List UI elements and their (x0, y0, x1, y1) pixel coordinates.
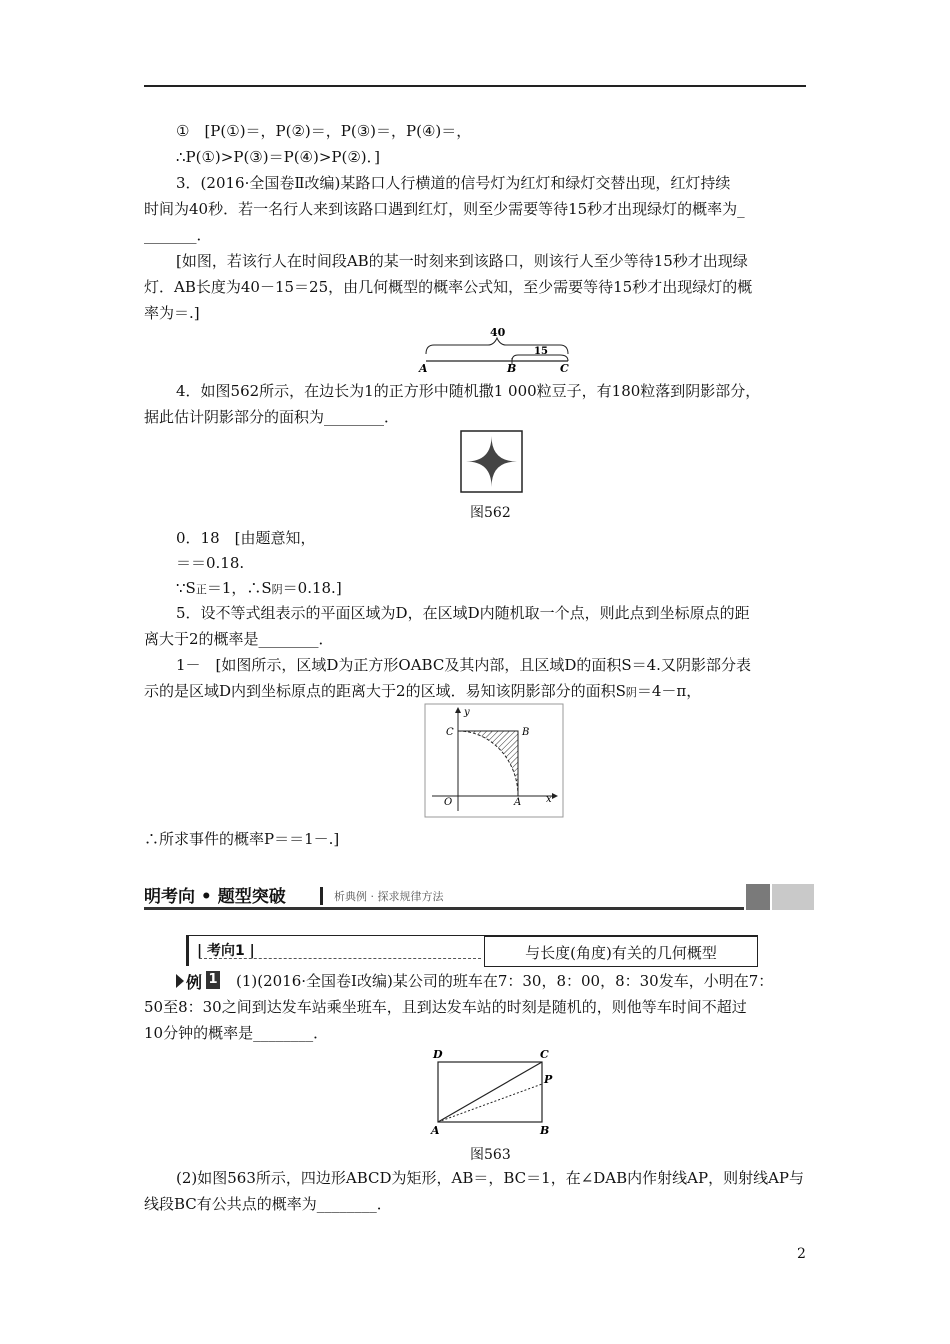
answer-3-line-3: 率为＝.] (144, 304, 200, 322)
answer-4-text-mid: ＝1，∴S (206, 579, 272, 597)
answer-4-s-symbol: ∵S (176, 579, 196, 597)
answer-5-text-end: ＝4－π， (636, 682, 702, 700)
kaoxiang-box (186, 935, 758, 966)
region-point-o: O (444, 797, 453, 808)
kaoxiang-title-box (484, 936, 758, 967)
figure-562-caption: 图562 (470, 505, 511, 521)
example-1-part2-line-2: 线段BC有公共点的概率为________． (144, 1195, 392, 1213)
region-figure (424, 703, 564, 819)
kaoxiang-dashline (199, 958, 481, 959)
example-label: 例 (186, 973, 203, 992)
timeline-point-c: C (560, 362, 569, 372)
answer-5-line-3: ∴所求事件的概率P＝＝1－.] (144, 830, 340, 848)
answer-4-subscript-shaded: 阴 (271, 583, 283, 596)
kaoxiang-left (186, 936, 485, 966)
timeline-point-a: A (419, 362, 428, 372)
timeline-point-b: B (507, 362, 517, 372)
example-arrow-icon (176, 974, 184, 988)
section-block-light (772, 884, 814, 910)
answer-3-line-1: [如图，若该行人在时间段AB的某一时刻来到该路口，则该行人至少等待15秒才出现绿 (176, 252, 748, 270)
fig563-point-b: B (540, 1124, 550, 1136)
page-number: 2 (797, 1246, 806, 1262)
section-block-dark (746, 884, 770, 910)
question-3-line-2: 时间为40秒．若一名行人来到该路口遇到红灯，则至少需要等待15秒才出现绿灯的概率为_ (144, 200, 745, 218)
timeline-figure (410, 320, 580, 372)
answer-5-line-2 (144, 681, 701, 703)
question-4-line-2: 据此估计阴影部分的面积为________． (144, 408, 400, 426)
timeline-part-label: 15 (534, 346, 548, 357)
region-x-axis-label: x (546, 794, 552, 805)
section-title: 明考向 • 题型突破 (144, 887, 286, 907)
header-rule (144, 85, 806, 87)
figure-563 (426, 1046, 556, 1136)
answer-4-text-end: ＝0.18.] (282, 579, 342, 597)
answer-5-line-1: 1－ [如图所示，区域D为正方形OABC及其内部，且区域D的面积S＝4.又阴影部分表 (176, 656, 751, 674)
section-separator (320, 887, 323, 905)
region-point-b: B (522, 727, 530, 738)
region-point-c: C (446, 727, 454, 738)
section-header (144, 884, 814, 910)
section-underline (144, 907, 744, 910)
figure-563-caption: 图563 (470, 1147, 511, 1163)
fig563-point-a: A (431, 1124, 440, 1136)
fig563-point-p: P (544, 1073, 553, 1086)
example-1-line-1: (1)(2016·全国卷Ⅰ改编)某公司的班车在7：30，8：00，8：30发车，小明在7： (236, 972, 774, 990)
region-point-a: A (514, 797, 522, 808)
answer-4-subscript-square: 正 (195, 583, 207, 596)
question-5-line-1: 5．设不等式组表示的平面区域为D，在区域D内随机取一个点，则此点到坐标原点的距 (176, 604, 750, 622)
example-number: 1 (206, 971, 220, 989)
question-4-line-1: 4．如图562所示，在边长为1的正方形中随机撒1 000粒豆子，有180粒落到阴影部分， (176, 382, 761, 400)
answer-4-line-2: ＝＝0.18. (176, 554, 245, 572)
fig563-point-c: C (540, 1048, 549, 1061)
answer-3-line-2: 灯．AB长度为40－15＝25，由几何概型的概率公式知，至少需要等待15秒才出现绿灯的概 (144, 278, 753, 296)
question-3-line-3: _______． (144, 226, 212, 244)
timeline-total-label: 40 (490, 326, 506, 339)
answer-2-line-1: ① [P(①)＝，P(②)＝，P(③)＝，P(④)＝， (176, 122, 472, 140)
answer-5-subscript: 阴 (625, 686, 637, 699)
answer-2-line-2: ∴P(①)>P(③)＝P(④)>P(②)．] (176, 148, 381, 166)
kaoxiang-label: | 考向1 | (197, 943, 255, 959)
answer-5-text: 示的是区域D内到坐标原点的距离大于2的区域．易知该阴影部分的面积S (144, 682, 626, 700)
example-1-line-2: 50至8：30之间到达发车站乘坐班车，且到达发车站的时刻是随机的，则他等车时间不超过 (144, 998, 747, 1016)
region-y-axis-label: y (464, 707, 470, 718)
answer-4-line-1: 0．18 [由题意知， (176, 529, 316, 547)
section-subtitle: 析典例 · 探求规律方法 (334, 890, 444, 903)
example-1-line-3: 10分钟的概率是________． (144, 1024, 329, 1042)
figure-562 (460, 430, 524, 494)
hatched-region (458, 731, 518, 796)
answer-4-line-3 (176, 578, 342, 600)
example-1-part2-line-1: (2)如图563所示，四边形ABCD为矩形，AB＝，BC＝1，在∠DAB内作射线AP，则射线AP与 (176, 1169, 804, 1187)
fig563-point-d: D (433, 1048, 443, 1061)
question-5-line-2: 离大于2的概率是________． (144, 630, 334, 648)
question-3-line-1: 3．(2016·全国卷Ⅱ改编)某路口人行横道的信号灯为红灯和绿灯交替出现，红灯持续 (176, 174, 731, 192)
kaoxiang-title: 与长度(角度)有关的几何概型 (525, 944, 717, 962)
